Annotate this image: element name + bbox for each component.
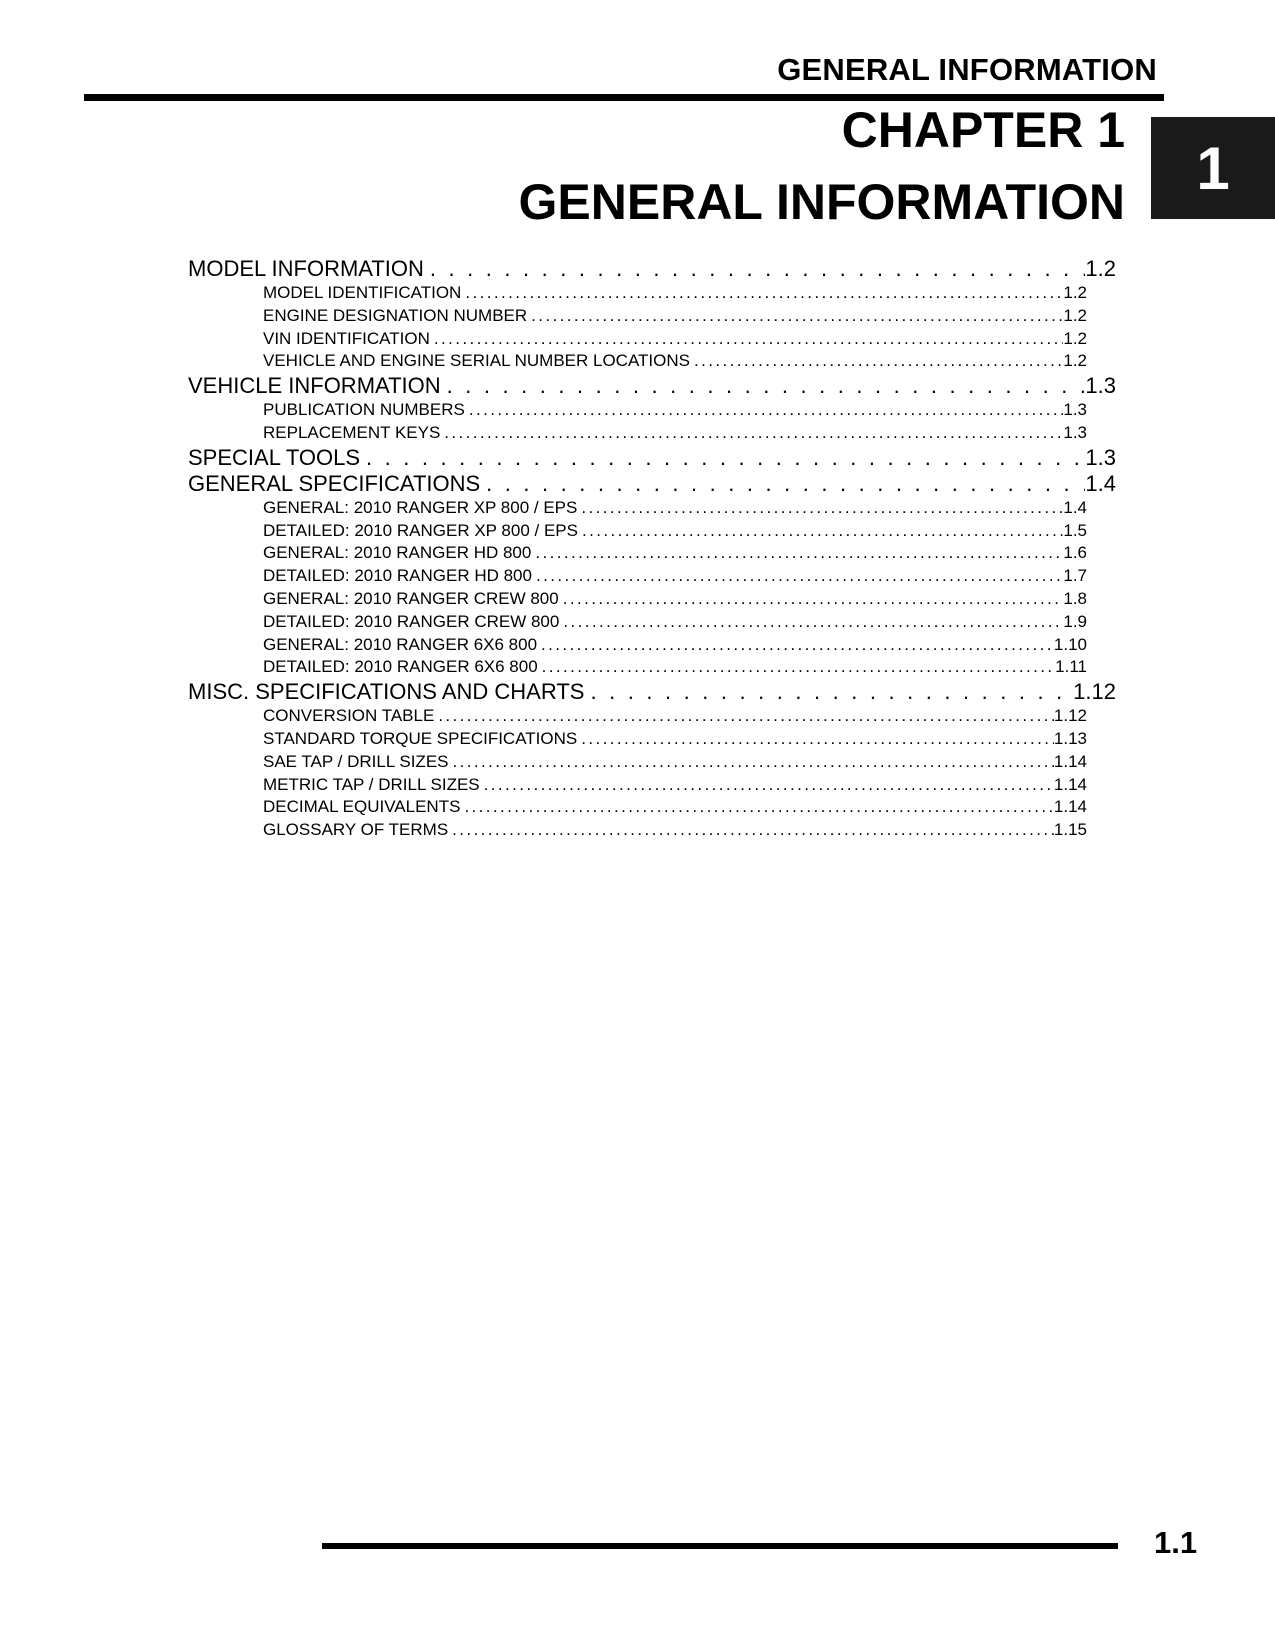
toc-entry-title: MISC. SPECIFICATIONS AND CHARTS: [188, 679, 585, 705]
toc-entry-page: 1.2: [1063, 283, 1087, 302]
toc-dot-leader: [449, 751, 1054, 774]
toc-entry-page: 1.9: [1063, 611, 1087, 631]
toc-subentry[interactable]: [263, 520, 1087, 543]
toc-dot-leader: [430, 328, 1064, 351]
toc-entry-title: REPLACEMENT KEYS: [263, 422, 441, 442]
toc-entry[interactable]: [188, 471, 1116, 497]
toc-entry-page: 1.12: [1053, 706, 1087, 726]
toc-dot-leader: [578, 520, 1063, 543]
toc-entry-title: CONVERSION TABLE: [263, 706, 435, 726]
toc-entry-page: 1.6: [1063, 543, 1087, 563]
toc-entry-page: 1.15: [1053, 820, 1087, 840]
toc-dot-leader: [559, 588, 1064, 611]
table-of-contents: [188, 256, 1116, 842]
toc-dot-leader: [531, 542, 1063, 565]
toc-entry-page: 1.7: [1063, 566, 1087, 586]
toc-entry-page: 1.12: [1073, 679, 1116, 705]
toc-subentry[interactable]: [263, 751, 1087, 774]
toc-entry[interactable]: [188, 445, 1116, 471]
toc-entry-title: SPECIAL TOOLS: [188, 444, 361, 470]
toc-entry-page: 1.2: [1063, 351, 1087, 371]
toc-entry-title: DETAILED: 2010 RANGER 6X6 800: [263, 657, 538, 677]
toc-dot-leader: [577, 497, 1063, 520]
toc-dot-leader: [465, 399, 1064, 422]
toc-dot-leader: [532, 565, 1063, 588]
toc-subentry[interactable]: [263, 565, 1087, 588]
toc-entry-page: 1.14: [1053, 797, 1087, 817]
toc-subentry[interactable]: [263, 705, 1087, 728]
chapter-tab: [1151, 117, 1275, 219]
toc-entry[interactable]: [188, 679, 1116, 705]
toc-subentry[interactable]: [263, 399, 1087, 422]
toc-entry-title: PUBLICATION NUMBERS: [263, 400, 465, 420]
toc-entry-title: SAE TAP / DRILL SIZES: [263, 751, 449, 771]
section-title: GENERAL INFORMATION: [518, 174, 1125, 230]
toc-entry-page: 1.3: [1063, 422, 1087, 442]
toc-entry-title: VIN IDENTIFICATION: [263, 328, 430, 348]
toc-subentry[interactable]: [263, 774, 1087, 797]
toc-dot-leader: [690, 350, 1063, 373]
toc-entry-title: STANDARD TORQUE SPECIFICATIONS: [263, 728, 578, 748]
toc-entry-page: 1.5: [1063, 520, 1087, 540]
toc-dot-leader: [460, 796, 1053, 819]
chapter-tab-label: 1: [1196, 134, 1230, 202]
toc-entry-title: MODEL IDENTIFICATION: [263, 283, 462, 302]
chapter-title: CHAPTER 1: [841, 102, 1125, 158]
toc-subentry[interactable]: [263, 422, 1087, 445]
toc-entry[interactable]: [188, 256, 1116, 282]
toc-entry-title: DETAILED: 2010 RANGER HD 800: [263, 566, 532, 586]
toc-dot-leader: [480, 471, 1085, 497]
toc-entry-title: GENERAL: 2010 RANGER 6X6 800: [263, 634, 538, 654]
toc-entry-title: VEHICLE AND ENGINE SERIAL NUMBER LOCATIONS: [263, 351, 690, 371]
toc-entry-page: 1.10: [1053, 634, 1087, 654]
toc-dot-leader: [537, 634, 1054, 657]
toc-dot-leader: [424, 256, 1086, 282]
toc-subentry[interactable]: [263, 634, 1087, 657]
toc-dot-leader: [584, 679, 1073, 705]
toc-entry-page: 1.4: [1063, 497, 1087, 517]
toc-entry-title: MODEL INFORMATION: [188, 256, 424, 281]
toc-dot-leader: [527, 305, 1063, 328]
toc-dot-leader: [559, 611, 1063, 634]
toc-dot-leader: [434, 705, 1054, 728]
toc-dot-leader: [440, 422, 1063, 445]
toc-subentry[interactable]: [263, 350, 1087, 373]
toc-entry-title: DETAILED: 2010 RANGER CREW 800: [263, 611, 560, 631]
toc-entry[interactable]: [188, 373, 1116, 399]
toc-subentry[interactable]: [263, 656, 1087, 679]
toc-dot-leader: [480, 774, 1054, 797]
page-number: 1.1: [1154, 1525, 1198, 1560]
toc-entry-page: 1.2: [1063, 305, 1087, 325]
toc-entry-page: 1.2: [1063, 328, 1087, 348]
toc-subentry[interactable]: [263, 305, 1087, 328]
running-header: GENERAL INFORMATION: [777, 52, 1157, 87]
toc-entry-page: 1.11: [1055, 657, 1087, 677]
toc-entry-title: ENGINE DESIGNATION NUMBER: [263, 305, 528, 325]
toc-dot-leader: [441, 373, 1086, 399]
toc-entry-title: GENERAL SPECIFICATIONS: [188, 470, 481, 496]
toc-entry-page: 1.3: [1085, 373, 1116, 399]
toc-entry-title: GLOSSARY OF TERMS: [263, 820, 449, 840]
toc-subentry[interactable]: [263, 728, 1087, 751]
toc-entry-page: 1.3: [1063, 400, 1087, 420]
toc-subentry[interactable]: [263, 611, 1087, 634]
toc-dot-leader: [448, 819, 1054, 842]
toc-entry-title: GENERAL: 2010 RANGER HD 800: [263, 543, 532, 563]
toc-entry-page: 1.3: [1085, 444, 1116, 470]
toc-dot-leader: [577, 728, 1054, 751]
toc-entry-title: GENERAL: 2010 RANGER XP 800 / EPS: [263, 497, 578, 517]
footer-rule: [322, 1543, 1118, 1549]
toc-entry-title: DECIMAL EQUIVALENTS: [263, 797, 461, 817]
toc-entry-title: VEHICLE INFORMATION: [188, 373, 441, 399]
toc-subentry[interactable]: [263, 796, 1087, 819]
toc-entry-page: 1.14: [1053, 751, 1087, 771]
toc-entry-title: DETAILED: 2010 RANGER XP 800 / EPS: [263, 520, 578, 540]
toc-entry-page: 1.2: [1085, 256, 1116, 281]
toc-subentry[interactable]: [263, 497, 1087, 520]
toc-subentry[interactable]: [263, 328, 1087, 351]
toc-entry-page: 1.4: [1085, 470, 1116, 496]
toc-dot-leader: [461, 282, 1063, 305]
toc-entry-page: 1.14: [1053, 774, 1087, 794]
toc-entry-page: 1.13: [1053, 728, 1087, 748]
toc-dot-leader: [360, 445, 1085, 471]
toc-entry-page: 1.8: [1063, 588, 1087, 608]
toc-subentry[interactable]: [263, 819, 1087, 842]
toc-dot-leader: [538, 656, 1056, 679]
toc-entry-title: METRIC TAP / DRILL SIZES: [263, 774, 480, 794]
toc-entry-title: GENERAL: 2010 RANGER CREW 800: [263, 588, 559, 608]
toc-subentry[interactable]: [263, 542, 1087, 565]
toc-subentry[interactable]: [263, 282, 1087, 305]
toc-subentry[interactable]: [263, 588, 1087, 611]
